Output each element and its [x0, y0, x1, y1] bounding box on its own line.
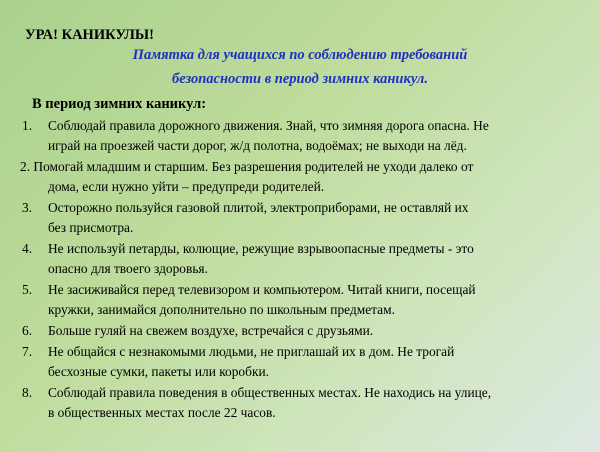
item-line: опасно для твоего здоровья.	[48, 261, 208, 276]
item-line: кружки, занимайся дополнительно по школьным предметам.	[48, 302, 395, 317]
item-line: бесхозные сумки, пакеты или коробки.	[48, 364, 269, 379]
item-number: 4.	[22, 241, 33, 256]
page-title: УРА! КАНИКУЛЫ!	[25, 27, 154, 43]
item-line: Не используй петарды, колющие, режущие взрывоопасные предметы - это	[48, 241, 474, 256]
item-line: Соблюдай правила дорожного движения. Знай, что зимняя дорога опасна. Не	[48, 118, 489, 133]
item-text: Помогай младшим и старшим. Без разрешения родителей не уходи далеко от	[33, 159, 474, 174]
list-item	[20, 116, 590, 156]
item-line: Не общайся с незнакомыми людьми, не приглашай их в дом. Не трогай	[48, 344, 455, 359]
item-line: без присмотра.	[48, 220, 134, 235]
item-line: Не засиживайся перед телевизором и компьютером. Читай книги, посещай	[48, 282, 476, 297]
item-number: 3.	[22, 200, 33, 215]
item-line	[20, 157, 590, 177]
list-item	[20, 198, 590, 238]
item-line: играй на проезжей части дорог, ж/д полотна, водоёмах; не выходи на лёд.	[48, 138, 467, 153]
item-number: 7.	[22, 344, 33, 359]
rules-list	[20, 116, 590, 424]
item-number: 2.	[20, 159, 31, 174]
list-item	[20, 321, 590, 341]
list-item	[20, 239, 590, 279]
list-item	[20, 157, 590, 197]
item-line: Соблюдай правила поведения в общественных местах. Не находись на улице,	[48, 385, 492, 400]
item-line: Осторожно пользуйся газовой плитой, электроприборами, не оставляй их	[48, 200, 469, 215]
list-item	[20, 342, 590, 382]
item-number: 6.	[22, 323, 33, 338]
list-item	[20, 280, 590, 320]
list-item	[20, 383, 590, 423]
item-number: 8.	[22, 385, 33, 400]
subtitle-line-1: Памятка для учащихся по соблюдению требований	[132, 47, 468, 63]
item-line: дома, если нужно уйти – предупреди родителей.	[48, 179, 325, 194]
item-number: 1.	[22, 118, 33, 133]
item-line: в общественных местах после 22 часов.	[48, 405, 276, 420]
subtitle-line-2: безопасности в период зимних каникул.	[172, 71, 428, 87]
item-line: Больше гуляй на свежем воздухе, встречайся с друзьями.	[48, 323, 374, 338]
period-heading: В период зимних каникул:	[32, 96, 207, 112]
item-number: 5.	[22, 282, 33, 297]
